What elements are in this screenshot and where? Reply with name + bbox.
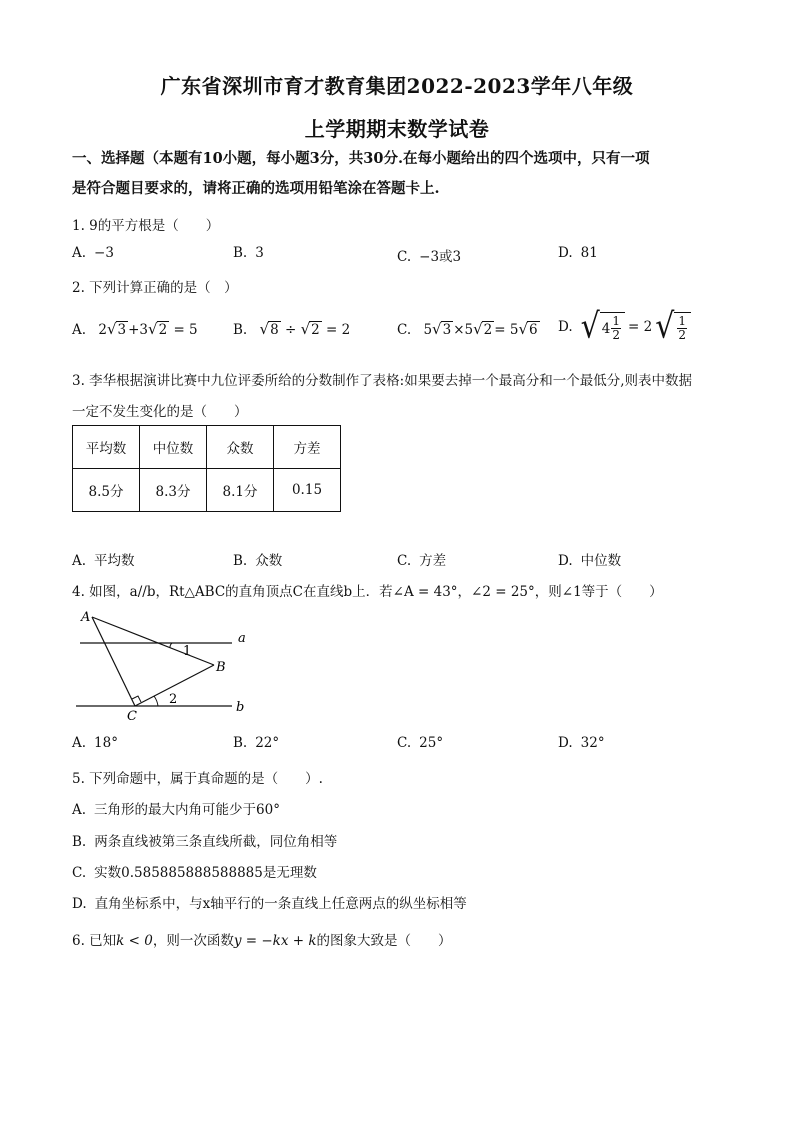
label-angle-2: 2 [169, 692, 178, 707]
score-table-cell: 8.1分 [207, 469, 274, 512]
side-ac [92, 617, 135, 706]
section-heading-line2: 是符合题目要求的，请将正确的选项用铅笔涂在答题卡上. [72, 180, 440, 197]
angle-1-arc [170, 643, 172, 648]
question-2-option-c: C. 5√3 ×5√2 = 5√6 [397, 320, 538, 338]
question-4-option-c: C. 25° [397, 735, 444, 751]
question-3-option-a: A. 平均数 [72, 553, 135, 569]
label-point-c: C [127, 709, 137, 724]
geometry-figure [72, 605, 262, 725]
question-2-option-d: D. √ 4 $\frac{1}{2}$ = 2 √ $\frac{1}{2}$ [558, 312, 691, 342]
question-2-option-b: B. √8 ÷ √2 = 2 [233, 320, 351, 338]
question-1-option-b: B. 3 [233, 245, 264, 261]
question-4-option-b: B. 22° [233, 735, 280, 751]
score-table [72, 425, 341, 512]
section-heading [72, 144, 722, 204]
angle-2-arc [154, 696, 158, 706]
question-1-option-c: C. −3或3 [397, 249, 462, 265]
page-title: 广东省深圳市育才教育集团2022-2023学年八年级 [160, 74, 634, 98]
question-5-option-c: C. 实数0.585885888588885是无理数 [72, 865, 317, 881]
label-line-b: b [236, 700, 245, 715]
score-table-cell: 8.3分 [140, 469, 207, 512]
score-table-header-row [73, 426, 341, 469]
question-5-option-b: B. 两条直线被第三条直线所截，同位角相等 [72, 834, 338, 850]
score-table-header: 众数 [207, 426, 274, 469]
question-5-option-a: A. 三角形的最大内角可能少于60° [72, 802, 280, 818]
question-1-option-d: D. 81 [558, 245, 598, 261]
side-ab [92, 617, 214, 665]
question-3-stem-line2: 一定不发生变化的是（ ） [72, 404, 248, 420]
question-6-stem: 6. 已知k < 0，则一次函数y = −kx + k的图象大致是（ ） [72, 933, 452, 949]
question-2-stem: 2. 下列计算正确的是（ ） [72, 280, 238, 296]
score-table-value-row [73, 469, 341, 512]
question-4-stem: 4. 如图，a//b，Rt△ABC的直角顶点C在直线b上．若∠A = 43°，∠2 = 25°，则∠1等于（ ） [72, 584, 663, 600]
label-point-b: B [216, 660, 226, 675]
function-expression: y = −kx + k [233, 933, 317, 949]
condition-expression: k < 0 [116, 933, 153, 949]
question-5-option-d: D. 直角坐标系中，与x轴平行的一条直线上任意两点的纵坐标相等 [72, 896, 467, 912]
question-3-option-d: D. 中位数 [558, 553, 622, 569]
label-line-a: a [238, 631, 246, 646]
section-heading-line1: 一、选择题（本题有10小题，每小题3分，共30分.在每小题给出的四个选项中，只有一项 [72, 150, 650, 167]
score-table-header: 方差 [274, 426, 341, 469]
question-4-option-a: A. 18° [72, 735, 118, 751]
question-4-option-d: D. 32° [558, 735, 605, 751]
score-table-cell: 8.5分 [73, 469, 140, 512]
label-angle-1: 1 [183, 644, 192, 659]
label-point-a: A [81, 610, 91, 625]
question-1-stem: 1. 9的平方根是（ ） [72, 218, 220, 234]
score-table-header: 中位数 [140, 426, 207, 469]
question-3-option-c: C. 方差 [397, 553, 447, 569]
page-subtitle: 上学期期末数学试卷 [304, 117, 490, 141]
right-angle-mark [132, 696, 141, 702]
question-1-option-a: A. −3 [72, 245, 114, 261]
score-table-header: 平均数 [73, 426, 140, 469]
question-3-option-b: B. 众数 [233, 553, 283, 569]
question-3-stem-line1: 3. 李华根据演讲比赛中九位评委所给的分数制作了表格:如果要去掉一个最高分和一个最低分,则表中数据 [72, 373, 693, 389]
question-2-option-a: A. 2√3 +3√2 = 5 [72, 320, 198, 338]
question-5-stem: 5. 下列命题中，属于真命题的是（ ）. [72, 771, 323, 787]
score-table-cell: 0.15 [274, 469, 341, 512]
